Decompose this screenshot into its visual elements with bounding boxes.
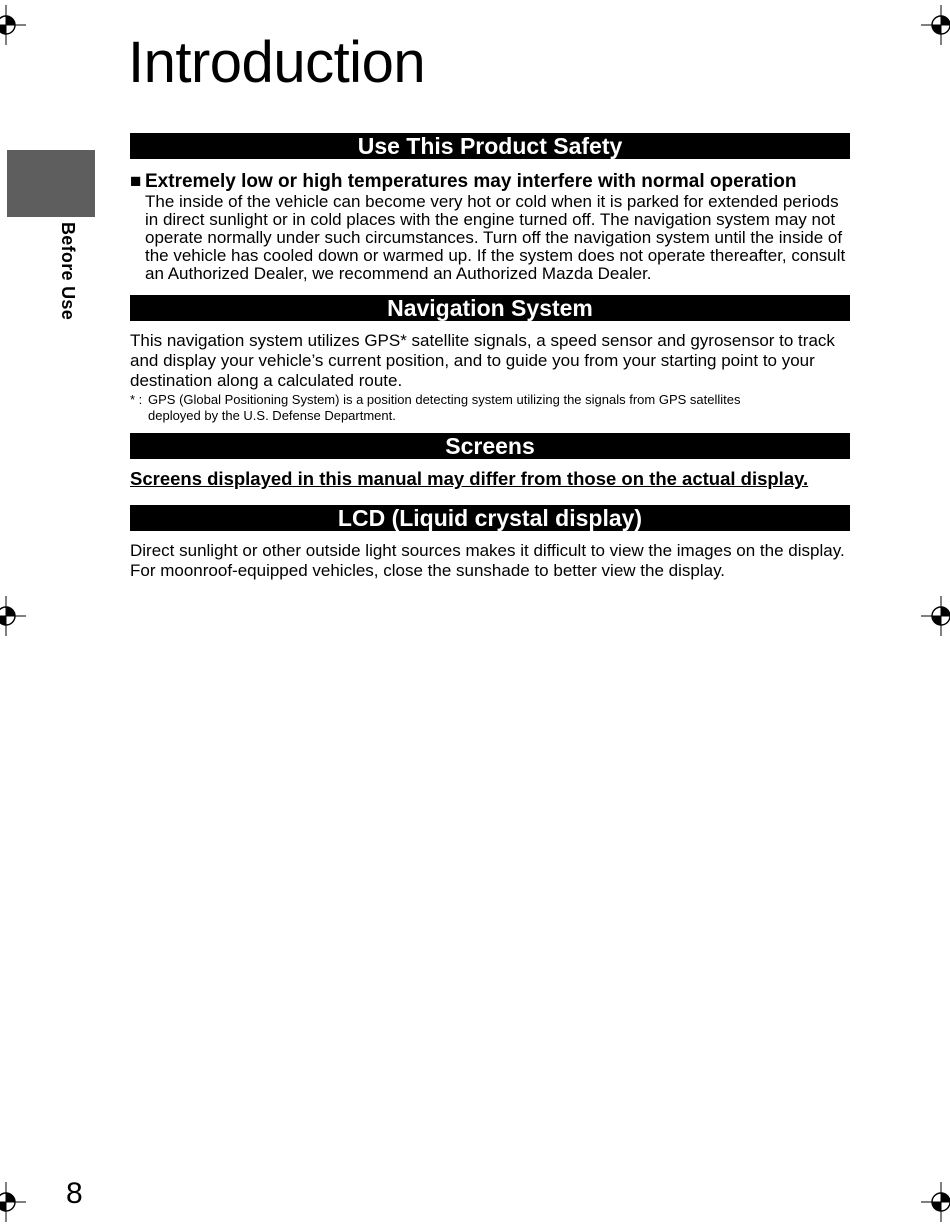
lcd-body: Direct sunlight or other outside light sources makes it difficult to view the images on the display. For moonroof-equipped vehicles, close the sunshade to better view the display. xyxy=(130,541,845,580)
side-tab xyxy=(7,150,95,217)
footnote-line-2: deployed by the U.S. Defense Department. xyxy=(148,408,396,423)
main-content xyxy=(130,133,850,581)
registration-mark-bottom-left xyxy=(0,1182,26,1222)
square-bullet-icon: ■ xyxy=(130,171,142,192)
registration-mark-bottom-right xyxy=(921,1182,950,1222)
registration-mark-mid-left xyxy=(0,596,26,636)
safety-section-heading: Use This Product Safety xyxy=(130,133,850,159)
footnote-line-1: GPS (Global Positioning System) is a position detecting system utilizing the signals from GPS satellites xyxy=(148,392,741,407)
screens-note: Screens displayed in this manual may differ from those on the actual display. xyxy=(130,468,809,489)
page-number: 8 xyxy=(66,1177,83,1210)
footnote-mark: * : xyxy=(130,392,143,407)
screens-section-heading: Screens xyxy=(130,433,850,459)
temperature-subheading-text: Extremely low or high temperatures may interfere with normal operation xyxy=(145,171,797,192)
side-tab-label: Before Use xyxy=(58,222,78,321)
lcd-section-heading: LCD (Liquid crystal display) xyxy=(130,505,850,531)
navigation-section-heading: Navigation System xyxy=(130,295,850,321)
registration-mark-mid-right xyxy=(921,596,950,636)
registration-mark-top-right xyxy=(921,5,950,45)
gps-footnote xyxy=(130,392,850,424)
registration-mark-top-left xyxy=(0,5,26,45)
temperature-body: The inside of the vehicle can become very hot or cold when it is parked for extended periods in direct sunlight or in cold places with the engine turned off. The navigation system may not operate normally under such circumstances. Turn off the navigation system until the inside of the vehicle has cooled down or warmed up. If the system does not operate thereafter, consult an Authorized Dealer, we recommend an Authorized Mazda Dealer. xyxy=(145,192,846,283)
navigation-body: This navigation system utilizes GPS* satellite signals, a speed sensor and gyrosensor to track and display your vehicle’s current position, and to guide you from your starting point to your destination along a calculated route. xyxy=(130,331,835,390)
page-title: Introduction xyxy=(128,30,426,95)
temperature-subheading xyxy=(130,171,850,193)
